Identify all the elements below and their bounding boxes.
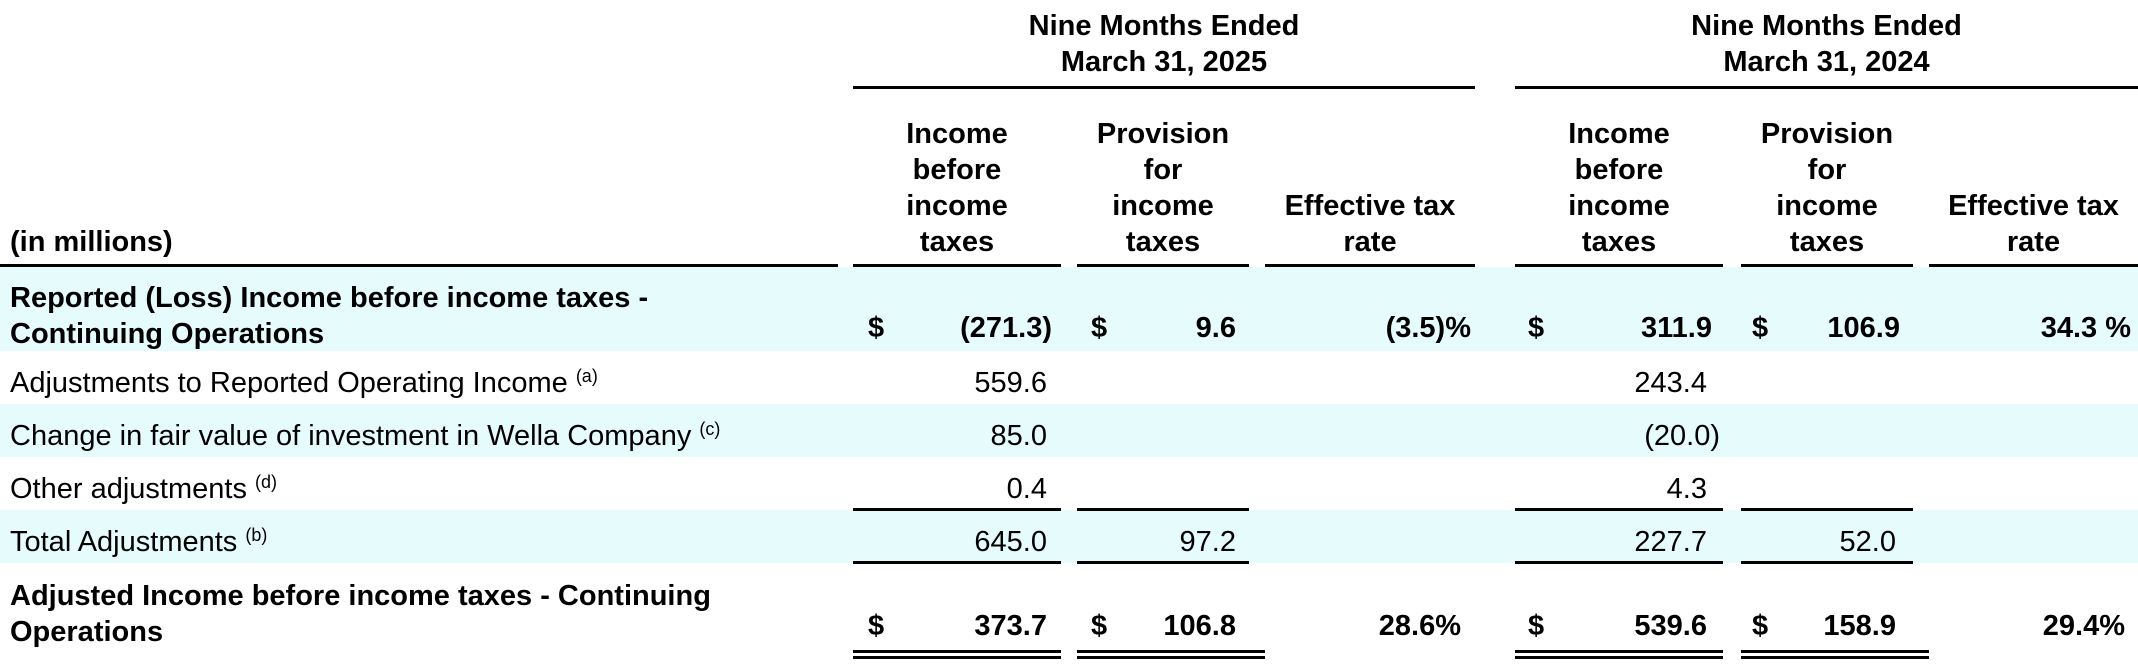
col-header-rate-2024 bbox=[1929, 188, 2138, 260]
row-label-line: Adjusted Income before income taxes - Continuing bbox=[10, 580, 711, 612]
cell-income-2024: 227.7 bbox=[1634, 526, 1707, 558]
col-header-line: Effective tax bbox=[1284, 190, 1456, 222]
double-rule-provision-2025 bbox=[1077, 650, 1265, 659]
col-header-line: for bbox=[1807, 154, 1847, 186]
col-header-line: before bbox=[912, 154, 1002, 186]
col-header-line: Provision bbox=[1760, 118, 1894, 150]
cell-income-2024: 539.6 bbox=[1634, 610, 1707, 642]
total-rule-provision-2025 bbox=[1077, 561, 1249, 564]
cell-provision-2024: 158.9 bbox=[1823, 610, 1896, 642]
col-header-line: Income bbox=[906, 118, 1008, 150]
period-header-2025 bbox=[853, 8, 1475, 80]
header-rule-label bbox=[0, 264, 838, 267]
cell-income-2025: (271.3) bbox=[960, 312, 1052, 344]
row-label-line: Continuing Operations bbox=[10, 318, 325, 350]
cell-rate-2025 bbox=[1265, 310, 1471, 346]
col-header-line: taxes bbox=[1125, 226, 1201, 258]
footnote-marker: (d) bbox=[255, 472, 278, 492]
header-rule-income-2025 bbox=[853, 264, 1061, 267]
period-header-line1: Nine Months Ended bbox=[1691, 10, 1962, 42]
cell-rate-2024: 29.4% bbox=[2042, 610, 2125, 642]
currency-sign: $ bbox=[1091, 312, 1108, 344]
row-label-reported bbox=[10, 280, 648, 352]
total-rule-income-2025 bbox=[853, 561, 1061, 564]
col-header-line: rate bbox=[1343, 226, 1397, 258]
cell-income-2025: 559.6 bbox=[974, 367, 1047, 399]
col-header-line: taxes bbox=[1581, 226, 1657, 258]
row-label-text: Total Adjustments bbox=[10, 526, 238, 558]
row-label-adjustments bbox=[10, 365, 598, 401]
cell-income-2025: 85.0 bbox=[990, 420, 1047, 452]
footnote-marker: (b) bbox=[245, 525, 268, 545]
row-label-line: Reported (Loss) Income before income taxes - bbox=[10, 282, 649, 314]
subtotal-rule-provision-2024 bbox=[1741, 508, 1913, 511]
currency-sign: $ bbox=[1528, 312, 1545, 344]
cell-income-2024: 4.3 bbox=[1666, 473, 1707, 505]
period-header-2024 bbox=[1515, 8, 2138, 80]
cell-income-2025: 0.4 bbox=[1006, 473, 1047, 505]
cell-provision-2025: 9.6 bbox=[1195, 312, 1236, 344]
col-header-provision-2025 bbox=[1077, 116, 1249, 260]
currency-sign: $ bbox=[1752, 610, 1769, 642]
subtotal-rule-income-2025 bbox=[853, 508, 1061, 511]
row-label-adjusted bbox=[10, 578, 711, 650]
cell-provision-2024: 106.9 bbox=[1827, 312, 1900, 344]
row-label-text: Other adjustments bbox=[10, 473, 247, 505]
header-rule-provision-2025 bbox=[1077, 264, 1249, 267]
total-rule-provision-2024 bbox=[1741, 561, 1913, 564]
double-rule-income-2025 bbox=[853, 650, 1061, 659]
currency-sign: $ bbox=[1752, 312, 1769, 344]
col-header-line: before bbox=[1574, 154, 1664, 186]
cell-income-2025: 373.7 bbox=[974, 610, 1047, 642]
footnote-marker: (a) bbox=[575, 366, 598, 386]
subtotal-rule-provision-2025 bbox=[1077, 508, 1249, 511]
header-rule-provision-2024 bbox=[1741, 264, 1913, 267]
col-header-rate-2025 bbox=[1265, 188, 1475, 260]
period-header-line2: March 31, 2025 bbox=[1060, 46, 1268, 78]
cell-provision-2025: 106.8 bbox=[1163, 610, 1236, 642]
cell-income-2024: (20.0) bbox=[1644, 420, 1720, 452]
total-rule-income-2024 bbox=[1515, 561, 1723, 564]
period-header-line2: March 31, 2024 bbox=[1723, 46, 1930, 78]
percent-sign: % bbox=[2105, 312, 2131, 344]
period-rule-2024 bbox=[1515, 86, 2138, 89]
col-header-income-2025 bbox=[853, 116, 1061, 260]
row-label-total-adjustments bbox=[10, 524, 267, 560]
currency-sign: $ bbox=[868, 312, 885, 344]
row-label-line: Operations bbox=[10, 616, 164, 648]
header-rule-rate-2024 bbox=[1929, 264, 2138, 267]
row-label-text: Adjustments to Reported Operating Income bbox=[10, 367, 568, 399]
double-rule-provision-2024 bbox=[1741, 650, 1929, 659]
header-rule-income-2024 bbox=[1515, 264, 1723, 267]
cell-income-2024: 311.9 bbox=[1641, 312, 1712, 344]
col-header-line: income bbox=[1112, 190, 1214, 222]
currency-sign: $ bbox=[868, 610, 885, 642]
percent-sign: % bbox=[1445, 312, 1471, 344]
col-header-line: Provision bbox=[1096, 118, 1230, 150]
subtotal-rule-income-2024 bbox=[1515, 508, 1723, 511]
col-header-line: taxes bbox=[1789, 226, 1865, 258]
rate-value: 34.3 bbox=[2040, 312, 2098, 344]
col-header-line: income bbox=[1776, 190, 1878, 222]
col-header-income-2024 bbox=[1515, 116, 1723, 260]
col-header-line: rate bbox=[2006, 226, 2061, 258]
col-header-line: for bbox=[1143, 154, 1183, 186]
header-rule-rate-2025 bbox=[1265, 264, 1475, 267]
col-header-line: taxes bbox=[919, 226, 995, 258]
col-header-line: Effective tax bbox=[1948, 190, 2119, 222]
col-header-line: income bbox=[1568, 190, 1670, 222]
row-label-other bbox=[10, 471, 277, 507]
rate-value: (3.5) bbox=[1385, 312, 1446, 344]
currency-sign: $ bbox=[1528, 610, 1545, 642]
double-rule-income-2024 bbox=[1515, 650, 1723, 659]
col-header-line: income bbox=[906, 190, 1008, 222]
cell-rate-2024 bbox=[1929, 310, 2131, 346]
col-header-line: Income bbox=[1568, 118, 1670, 150]
col-header-provision-2024 bbox=[1741, 116, 1913, 260]
period-header-line1: Nine Months Ended bbox=[1028, 10, 1300, 42]
units-label: (in millions) bbox=[10, 226, 173, 258]
row-label-text: Change in fair value of investment in Wella Company bbox=[10, 420, 692, 452]
cell-income-2024: 243.4 bbox=[1634, 367, 1707, 399]
row-label-wella bbox=[10, 418, 720, 454]
currency-sign: $ bbox=[1091, 610, 1108, 642]
cell-rate-2025: 28.6% bbox=[1378, 610, 1461, 642]
cell-provision-2025: 97.2 bbox=[1179, 526, 1236, 558]
cell-income-2025: 645.0 bbox=[974, 526, 1047, 558]
period-rule-2025 bbox=[853, 86, 1475, 89]
footnote-marker: (c) bbox=[699, 419, 721, 439]
cell-provision-2024: 52.0 bbox=[1839, 526, 1896, 558]
